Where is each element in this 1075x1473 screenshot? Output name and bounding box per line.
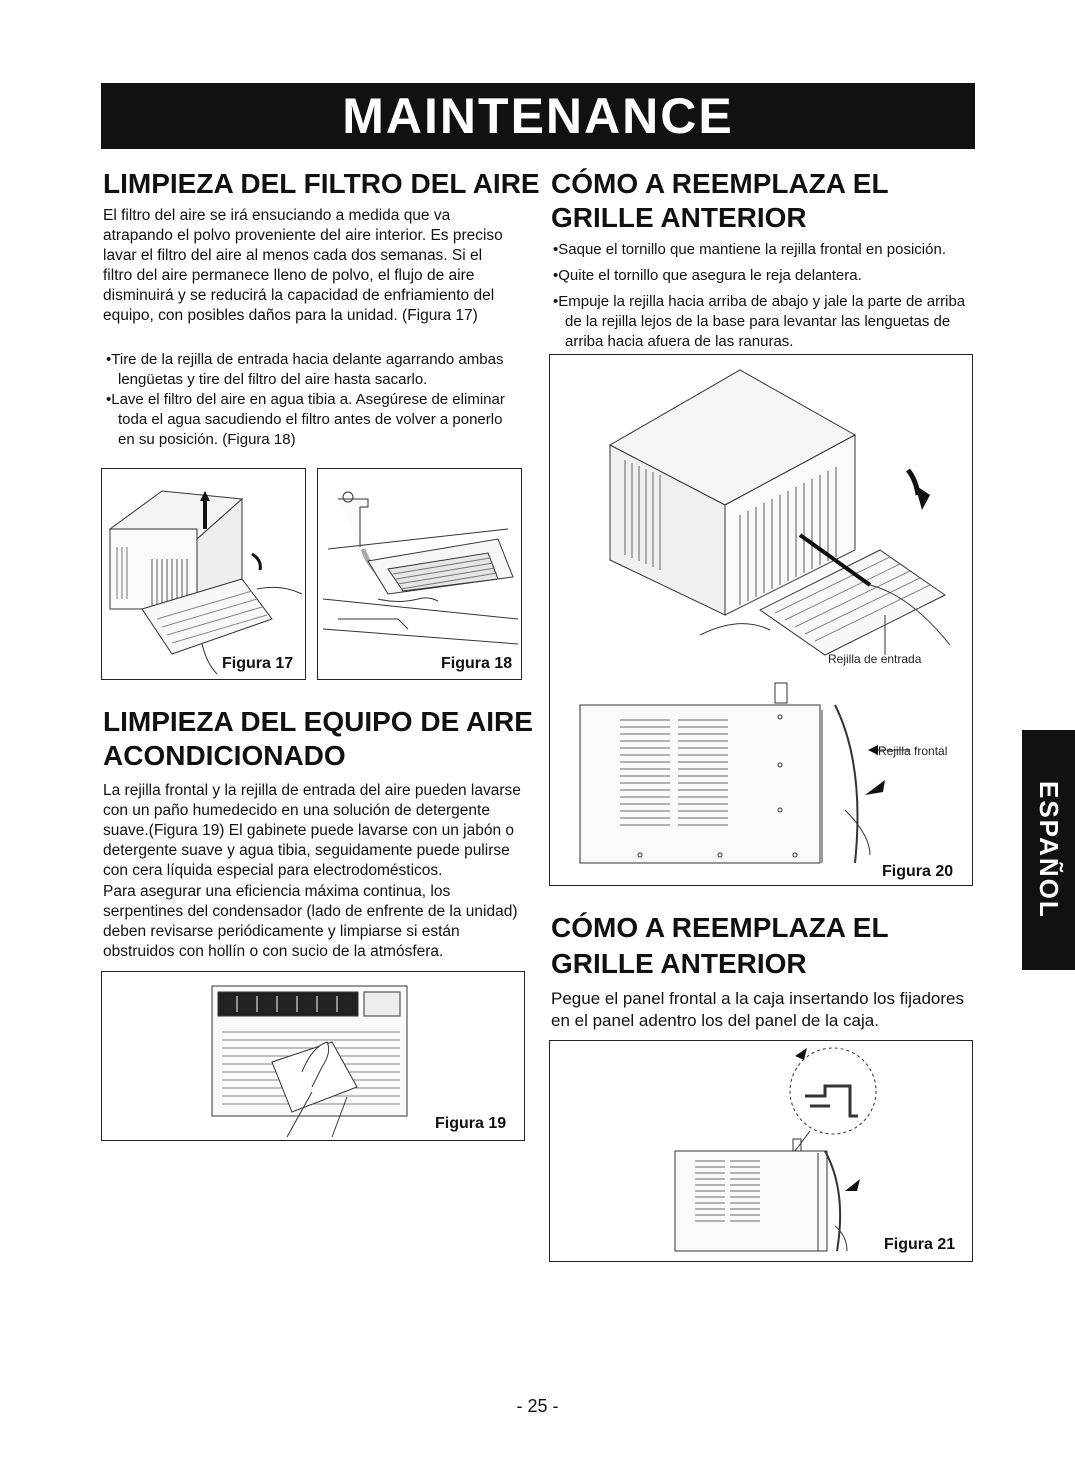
- figure-21: [549, 1040, 973, 1262]
- figure-18-label: Figura 18: [441, 655, 513, 672]
- front-grille-wiping-illustration: [102, 972, 523, 1139]
- filter-cleaning-heading: LIMPIEZA DEL FILTRO DEL AIRE: [103, 168, 540, 199]
- filter-cleaning-steps: [104, 350, 516, 450]
- grille-attach-illustration: [550, 1041, 971, 1260]
- grille-removal-illustration: [550, 355, 971, 884]
- grille-attach-heading-line1: CÓMO A REEMPLAZA EL: [551, 912, 889, 943]
- figure-18: [317, 468, 522, 680]
- unit-cleaning-paragraph-2: Para asegurar una eficiencia máxima continua, los serpentines del condensador (lado de enfrente de la unidad) deben revisarse periódicamente y limpiarse si están obstruidos con hollín o con sucio de la atmósfera.: [103, 883, 518, 960]
- figure-20: [549, 354, 973, 886]
- grille-attach-paragraph: Pegue el panel frontal a la caja insertando los fijadores en el panel adentro los del panel de la caja.: [551, 989, 964, 1030]
- grille-step-2: •Quite el tornillo que asegura le reja delantera.: [553, 267, 862, 284]
- unit-cleaning-heading-line1: LIMPIEZA DEL EQUIPO DE AIRE: [103, 706, 533, 737]
- language-tab-label: ESPAÑOL: [1034, 781, 1064, 919]
- ac-filter-removal-illustration: [102, 469, 304, 678]
- inlet-grille-callout: Rejilla de entrada: [828, 652, 922, 666]
- filter-cleaning-paragraph: El filtro del aire se irá ensuciando a medida que va atrapando el polvo proveniente del aire interior. Es preciso lavar el filtro del aire al menos cada dos semanas. Si el filtro del aire permanece lleno de polvo, el flujo de aire disminuirá y se reducirá la capacidad de enfriamiento del equipo, con posibles daños para la unidad. (Figura 17): [103, 207, 503, 324]
- figure-19-label: Figura 19: [435, 1115, 507, 1132]
- language-tab: [1022, 730, 1075, 970]
- front-grille-callout: Rejilla frontal: [878, 744, 948, 758]
- figure-17: [101, 468, 306, 680]
- figure-20-label: Figura 20: [882, 863, 954, 880]
- grille-attach-heading-line2: GRILLE ANTERIOR: [551, 948, 807, 979]
- grille-step-1: •Saque el tornillo que mantiene la rejilla frontal en posición.: [553, 241, 946, 258]
- figure-19: [101, 971, 525, 1141]
- unit-cleaning-heading-line2: ACONDICIONADO: [103, 740, 346, 771]
- filter-washing-illustration: [318, 469, 520, 678]
- page-banner: MAINTENANCE: [101, 83, 975, 149]
- filter-step-1: •Tire de la rejilla de entrada hacia delante agarrando ambas lengüetas y tire del filtro del aire hasta sacarlo.: [106, 351, 504, 388]
- grille-replace-heading-line1: CÓMO A REEMPLAZA EL: [551, 168, 889, 199]
- grille-step-3: •Empuje la rejilla hacia arriba de abajo y jale la parte de arriba de la rejilla lejos de la base para levantar las lenguetas de arriba hacia afuera de las ranuras.: [553, 293, 966, 350]
- grille-replace-steps: [551, 240, 966, 352]
- grille-replace-heading-line2: GRILLE ANTERIOR: [551, 202, 807, 233]
- figure-17-label: Figura 17: [222, 655, 294, 672]
- page-number: - 25 -: [516, 1396, 559, 1416]
- unit-cleaning-paragraph-1: La rejilla frontal y la rejilla de entrada del aire pueden lavarse con un paño humedecido en una solución de detergente suave.(Figura 19) El gabinete puede lavarse con un jabón o detergente suave y agua tibia, seguidamente puede pulirse con cera líquida especial para electrodomésticos.: [103, 782, 521, 879]
- filter-step-2: •Lave el filtro del aire en agua tibia a. Asegúrese de eliminar toda el agua sacudiendo el filtro antes de volver a ponerlo en su posición. (Figura 18): [106, 391, 505, 448]
- figure-21-label: Figura 21: [884, 1236, 956, 1253]
